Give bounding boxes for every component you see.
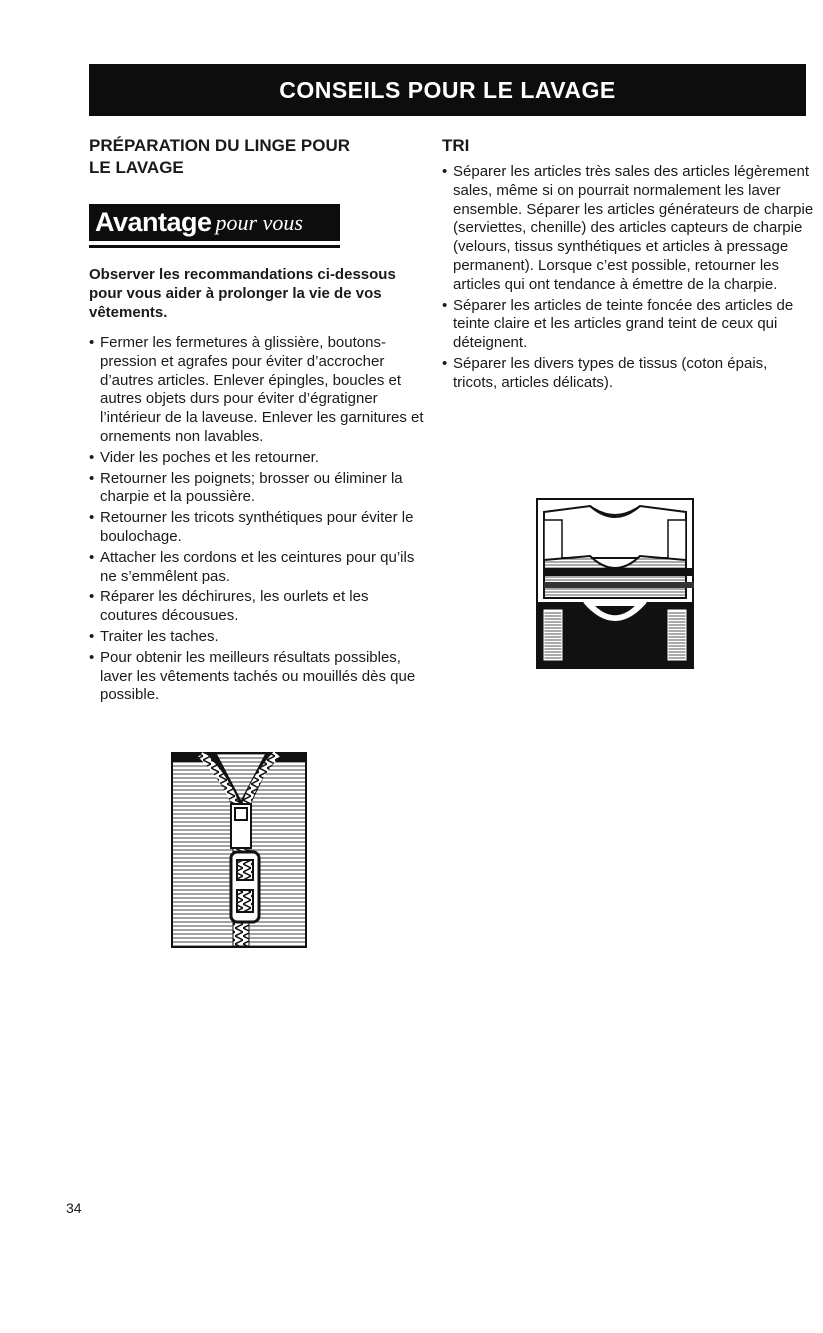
- list-item-text: Pour obtenir les meilleurs résultats possibles, laver les vêtements tachés ou mouillés dès que possible.: [100, 648, 416, 704]
- list-item-text: Traiter les taches.: [100, 627, 219, 645]
- section-heading-preparation: [89, 135, 429, 179]
- lead-paragraph: Observer les recommandations ci-dessous pour vous aider à prolonger la vie de vos vêtements.: [89, 266, 396, 321]
- bullet-dot: •: [89, 448, 95, 466]
- bullet-dot: •: [89, 588, 95, 606]
- page-banner: CONSEILS POUR LE LAVAGE: [89, 64, 806, 116]
- list-item-text: Séparer les articles très sales des articles légèrement sales, même si on pourrait normalement les laver ensemble. Séparer les articles générateurs de charpie (serviettes, chenille) des articles capteurs de charpie (velours, tissus synthétiques et articles à pressage permanent). Lorsque c’est possible, retourner les articles qui ont tendance à émettre de la charpie.: [453, 163, 814, 293]
- list-item: [89, 449, 429, 468]
- avantage-word: Avantage: [95, 207, 212, 237]
- shirts-icon: [536, 498, 694, 669]
- bullet-dot: •: [89, 334, 95, 351]
- bullet-dot: •: [89, 469, 95, 487]
- bullet-dot: •: [442, 354, 448, 372]
- zipper-icon: [171, 752, 307, 948]
- list-item: [89, 628, 429, 647]
- list-item-text: Retourner les poignets; brosser ou éliminer la charpie et la poussière.: [100, 469, 403, 506]
- section-heading-tri: TRI: [442, 136, 470, 155]
- right-column: [442, 135, 814, 395]
- bullet-dot: •: [89, 627, 95, 645]
- pour-vous-word: pour vous: [215, 209, 303, 235]
- list-item-text: Fermer les fermetures à glissière, boutons-pression et agrafes pour éviter d’accrocher d’autres articles. Enlever épingles, boucles et autres objets durs pour éviter d’égratigner l’intérieur de la laveuse. Enlever les garnitures et ornements non lavables.: [100, 334, 424, 445]
- bullet-dot: •: [442, 296, 448, 314]
- list-item: [89, 334, 429, 447]
- list-item-text: Retourner les tricots synthétiques pour éviter le boulochage.: [100, 509, 414, 545]
- bullet-dot: •: [89, 509, 95, 527]
- list-item-text: Réparer les déchirures, les ourlets et les coutures décousues.: [100, 588, 369, 625]
- list-item: [442, 297, 814, 353]
- list-item: [442, 163, 814, 295]
- list-item-text: Séparer les divers types de tissus (coton épais, tricots, articles délicats).: [453, 354, 768, 391]
- list-item: [89, 549, 429, 587]
- list-item: [89, 649, 429, 705]
- list-item-text: Attacher les cordons et les ceintures pour qu’ils ne s’emmêlent pas.: [100, 548, 415, 585]
- zipper-illustration: [171, 752, 307, 948]
- bullet-dot: •: [442, 163, 448, 180]
- list-item: [89, 509, 429, 547]
- bullet-dot: •: [89, 648, 95, 666]
- list-item-text: Séparer les articles de teinte foncée des articles de teinte claire et les articles grand teint de ceux qui déteignent.: [453, 296, 794, 352]
- tri-list: [442, 163, 814, 393]
- avantage-logo: [89, 204, 340, 245]
- list-item-text: Vider les poches et les retourner.: [100, 448, 320, 466]
- heading-line: PRÉPARATION DU LINGE POUR: [89, 136, 350, 155]
- folded-shirts-illustration: [536, 498, 694, 669]
- bullet-dot: •: [89, 548, 95, 566]
- left-column: [89, 135, 429, 707]
- list-item: [89, 588, 429, 626]
- list-item: [89, 470, 429, 508]
- preparation-list: [89, 334, 429, 705]
- list-item: [442, 355, 814, 393]
- heading-line: LE LAVAGE: [89, 158, 184, 177]
- page-number: 34: [66, 1200, 82, 1216]
